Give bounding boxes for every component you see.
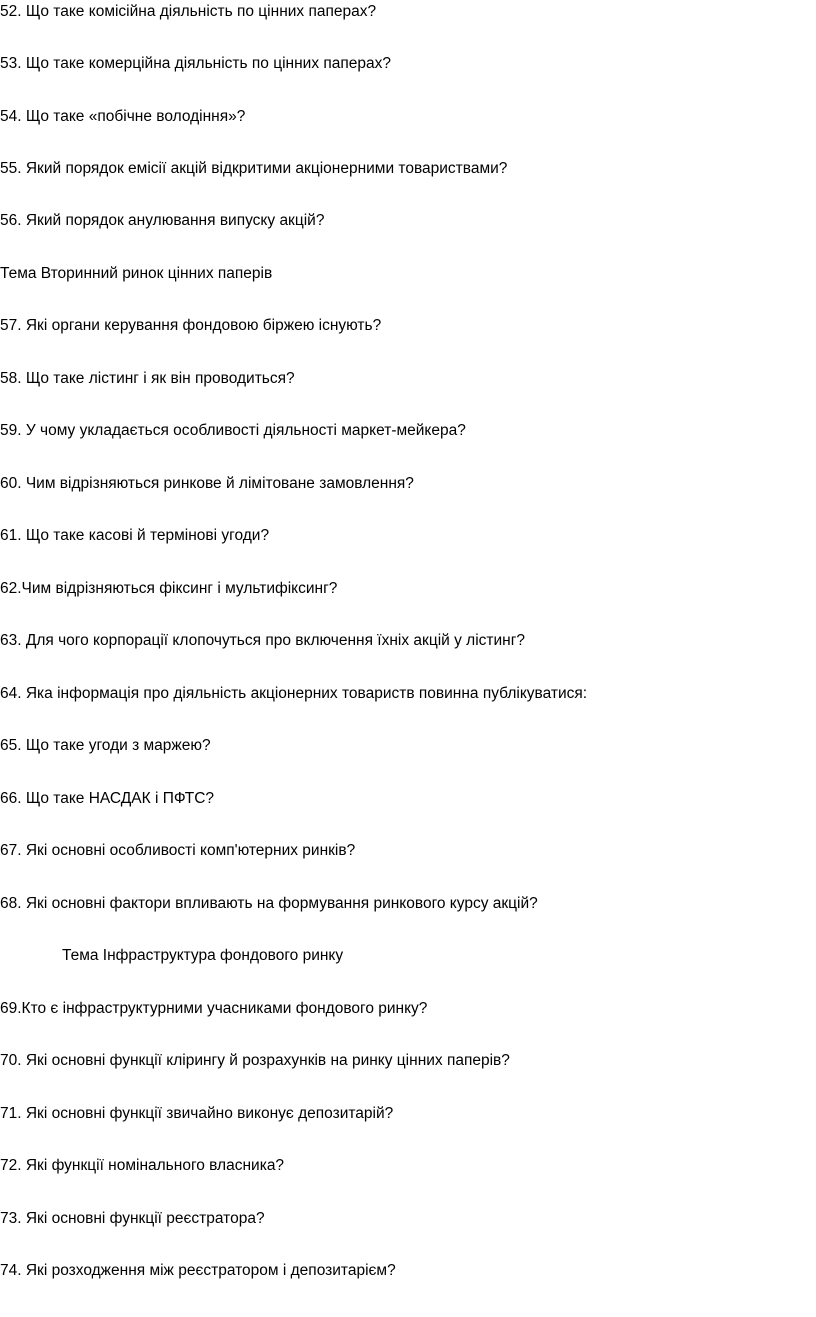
- section-heading-infrastructure: Тема Інфраструктура фондового ринку: [62, 947, 344, 964]
- question-52: 52. Що таке комісійна діяльність по цінних паперах?: [0, 3, 377, 20]
- section-heading-secondary-market: Тема Вторинний ринок цінних паперів: [0, 265, 273, 282]
- question-53: 53. Що таке комерційна діяльність по цінних паперах?: [0, 55, 392, 72]
- question-58: 58. Що таке лістинг і як він проводиться?: [0, 370, 295, 387]
- question-64: 64. Яка інформація про діяльність акціонерних товариств повинна публікуватися:: [0, 685, 588, 702]
- question-65: 65. Що таке угоди з маржею?: [0, 737, 211, 754]
- question-56: 56. Який порядок анулювання випуску акцій?: [0, 212, 325, 229]
- question-70: 70. Які основні функції клірингу й розрахунків на ринку цінних паперів?: [0, 1052, 510, 1069]
- question-54: 54. Що таке «побічне володіння»?: [0, 108, 246, 125]
- question-74: 74. Які розходження між реєстратором і депозитарієм?: [0, 1262, 396, 1279]
- question-66: 66. Що таке НАСДАК і ПФТС?: [0, 790, 215, 807]
- question-55: 55. Який порядок емісії акцій відкритими акціонерними товариствами?: [0, 160, 508, 177]
- question-60: 60. Чим відрізняються ринкове й лімітоване замовлення?: [0, 475, 414, 492]
- question-61: 61. Що таке касові й термінові угоди?: [0, 527, 270, 544]
- question-59: 59. У чому укладається особливості діяльності маркет-мейкера?: [0, 422, 466, 439]
- question-73: 73. Які основні функції реєстратора?: [0, 1210, 265, 1227]
- question-69: 69.Кто є інфраструктурними учасниками фондового ринку?: [0, 1000, 428, 1017]
- question-62: 62.Чим відрізняються фіксинг і мультифіксинг?: [0, 580, 338, 597]
- question-68: 68. Які основні фактори впливають на формування ринкового курсу акцій?: [0, 895, 538, 912]
- question-57: 57. Які органи керування фондовою біржею існують?: [0, 317, 382, 334]
- question-72: 72. Які функції номінального власника?: [0, 1157, 285, 1174]
- question-71: 71. Які основні функції звичайно виконує депозитарій?: [0, 1105, 394, 1122]
- question-67: 67. Які основні особливості комп'ютерних ринків?: [0, 842, 356, 859]
- question-63: 63. Для чого корпорації клопочуться про включення їхніх акцій у лістинг?: [0, 632, 525, 649]
